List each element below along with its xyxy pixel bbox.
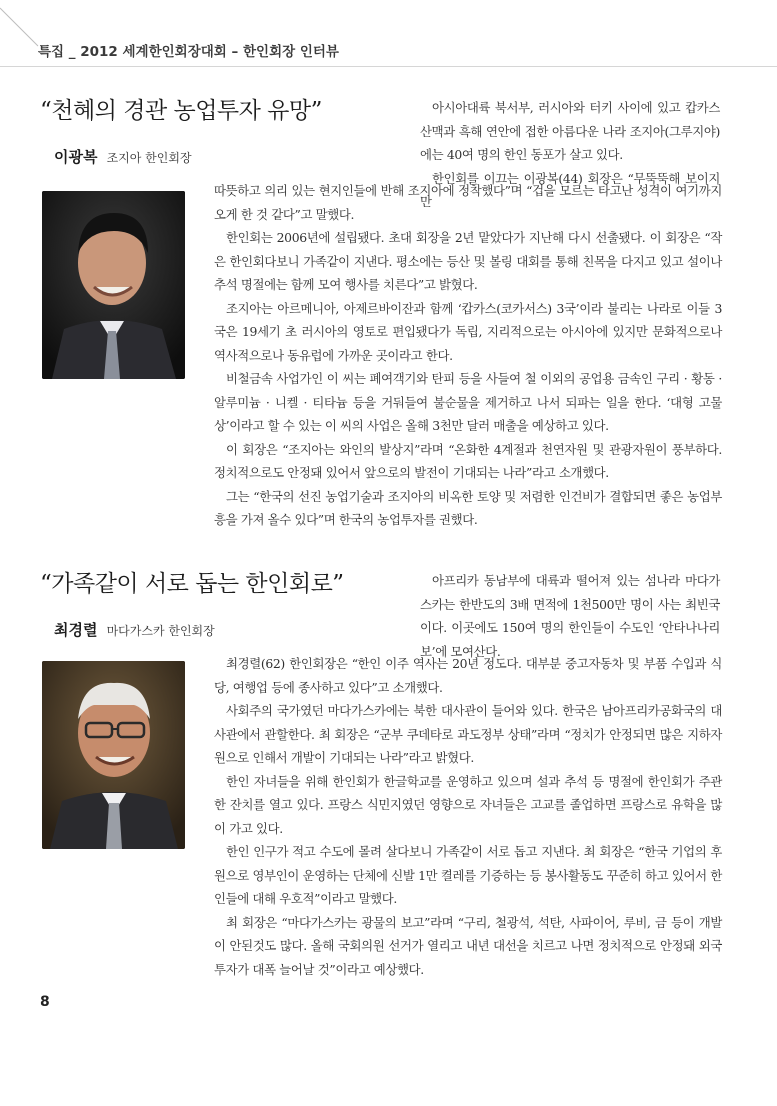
body-column bbox=[214, 652, 722, 981]
body-paragraph: 한인 자녀들을 위해 한인회가 한글학교를 운영하고 있으며 설과 추석 등 명절에 한인회가 주관한 잔치를 열고 있다. 프랑스 식민지였던 영향으로 자녀들은 고교를 졸업하면 프랑스로 유학을 많이 가고 있다. bbox=[214, 773, 722, 836]
intro-paragraph: 아프리카 동남부에 대륙과 떨어져 있는 섬나라 마다가스카는 한반도의 3배 면적에 1천500만 명이 사는 최빈국이다. 이곳에도 150여 명의 한인들이 수도인 ‘안타나나리보’에 모여산다. bbox=[420, 573, 720, 659]
body-paragraph: 이 회장은 “조지아는 와인의 발상지”라며 “온화한 4계절과 천연자원 및 관광자원이 풍부하다. 정치적으로도 안정돼 있어서 앞으로의 발전이 기대되는 나라”라고 소개했다. bbox=[214, 441, 722, 480]
article-headline: “가족같이 서로 돕는 한인회로” bbox=[40, 571, 344, 597]
body-paragraph: 한인 인구가 적고 수도에 몰려 살다보니 가족같이 서로 돕고 지낸다. 최 회장은 “한국 기업의 후원으로 영부인이 운영하는 단체에 신발 1만 켤레를 기증하는 등 봉사활동도 꾸준히 하고 있어서 한인들에 대해 우호적”이라고 말했다. bbox=[214, 844, 722, 906]
body-paragraph: 한인회는 2006년에 설립됐다. 초대 회장을 2년 맡았다가 지난해 다시 선출됐다. 이 회장은 “작은 한인회다보니 가족같이 지낸다. 평소에는 등산 및 볼링 대회를 통해 친목을 다지고 있고 설이나 추석 명절에는 함께 모여 행사를 치른다”고 밝혔다. bbox=[214, 230, 722, 292]
page-number: 8 bbox=[40, 994, 50, 1010]
body-paragraph: 비철금속 사업가인 이 씨는 폐여객기와 탄피 등을 사들여 철 이외의 공업용 금속인 구리 · 황동 · 알루미늄 · 니켈 · 티타늄 등을 거둬들여 불순물을 제거하고 나서 되파는 일을 한다. ‘대형 고물상’이라고 할 수 있는 이 씨의 사업은 올해 3천만 달러 매출을 예상하고 있다. bbox=[214, 371, 722, 433]
interviewee-title: 마다가스카 한인회장 bbox=[106, 624, 215, 638]
section-header: 특집 _ 2012 세계한인회장대회 – 한인회장 인터뷰 bbox=[38, 44, 339, 60]
intro-column bbox=[420, 569, 720, 663]
intro-paragraph: 아시아대륙 북서부, 러시아와 터키 사이에 있고 캅카스산맥과 흑해 연안에 접한 아름다운 나라 조지아(그루지야)에는 40여 명의 한인 동포가 살고 있다. bbox=[420, 100, 720, 162]
body-paragraph: 조지아는 아르메니아, 아제르바이잔과 함께 ‘캅카스(코카서스) 3국’이라 불리는 나라로 이들 3국은 19세기 초 러시아의 영토로 편입됐다가 독립, 지리적으로는 아시아에 있지만 문화적으로나 역사적으로나 동유럽에 가까운 곳이라고 한다. bbox=[214, 300, 722, 363]
article-madagascar bbox=[0, 565, 777, 975]
body-paragraph: 따뜻하고 의리 있는 현지인들에 반해 조지아에 정착했다”며 “겁을 모르는 타고난 성격이 여기까지 오게 한 것 같다”고 말했다. bbox=[214, 183, 722, 222]
body-paragraph: 사회주의 국가였던 마다가스카에는 북한 대사관이 들어와 있다. 한국은 남아프리카공화국의 대사관에서 관할한다. 최 회장은 “군부 쿠데타로 과도정부 상태”라며 “정치가 안정되면 많은 지하자원으로 인해서 개발이 기대되는 나라”라고 밝혔다. bbox=[214, 703, 722, 765]
portrait-photo bbox=[42, 661, 185, 849]
article-headline: “천혜의 경관 농업투자 유망” bbox=[40, 98, 322, 124]
lead-in-paragraph: 한인회를 이끄는 이광복(44) 회장은 “무뚝뚝해 보이지만 bbox=[420, 170, 720, 209]
interviewee-name: 최경렬 bbox=[54, 621, 98, 639]
interviewee-title: 조지아 한인회장 bbox=[106, 151, 192, 165]
body-paragraph: 최 회장은 “마다가스카는 광물의 보고”라며 “구리, 철광석, 석탄, 사파이어, 루비, 금 등이 개발이 안된것도 많다. 올해 국회의원 선거가 열리고 내년 대선을 치르고 나면 정치적으로 안정돼 외국 투자가 대폭 늘어날 것”이라고 예상했다. bbox=[214, 914, 722, 977]
byline bbox=[54, 619, 215, 640]
body-paragraph: 최경렬(62) 한인회장은 “한인 이주 역사는 20년 정도다. 대부분 중고자동차 및 부품 수입과 식당, 여행업 등에 종사하고 있다”고 소개했다. bbox=[214, 656, 722, 695]
byline bbox=[54, 146, 192, 167]
body-column bbox=[214, 179, 722, 532]
header-divider bbox=[0, 66, 777, 67]
interviewee-name: 이광복 bbox=[54, 148, 98, 166]
article-georgia bbox=[0, 92, 777, 532]
portrait-photo bbox=[42, 191, 185, 379]
body-paragraph: 그는 “한국의 선진 농업기술과 조지아의 비옥한 토양 및 저렴한 인건비가 결합되면 좋은 농업부흥을 가져 올수 있다”며 한국의 농업투자를 권했다. bbox=[214, 488, 722, 527]
